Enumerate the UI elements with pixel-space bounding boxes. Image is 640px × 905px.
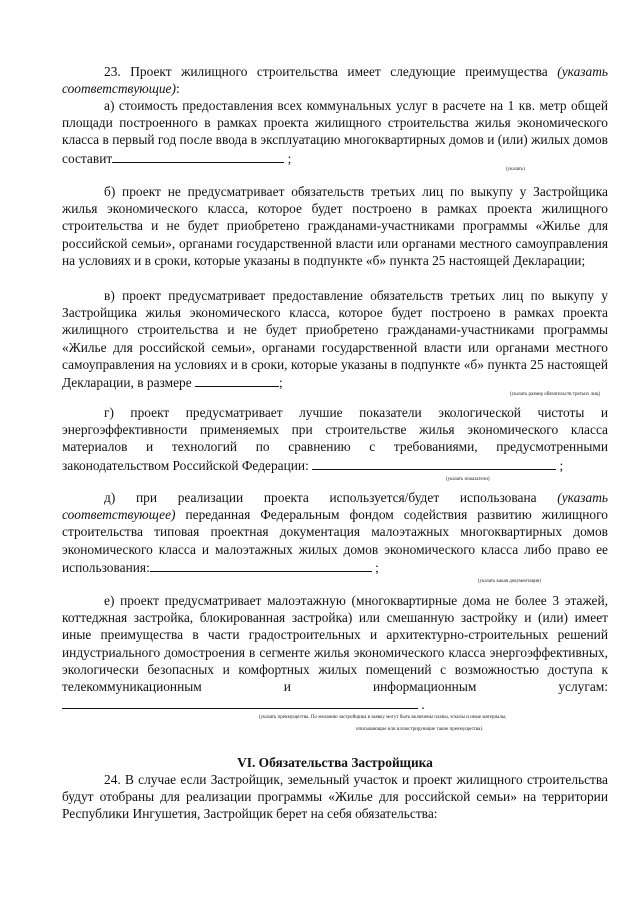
item-23-v [62, 287, 608, 391]
item-23-d-hint: (указать какая документация) [478, 579, 541, 584]
item-23-a-text: а) стоимость предоставления всех коммунальных услуг в расчете на 1 кв. метр общей площади построенного в рамках проекта жилищного строительства жилья экономического класса в первый год после ввода в эксплуатацию многоквартирных домов и (или) жилых домов составит [62, 98, 608, 166]
item-23-b-text: б) проект не предусматривает обязательств третьих лиц по выкупу у Застройщика жилья экономического класса, которое будет построено в рамках проекта жилищного строительства и не будет приобретено гражданами-участниками программы «Жилье для российской семьи», органами государственной власти или органами местного самоуправления на условиях и в сроки, которые указаны в подпункте «б» пункта 25 настоящей Декларации; [62, 184, 608, 268]
item-23-g-end: ; [559, 457, 564, 473]
item-23-a-hint: (указать) [506, 167, 525, 172]
item-23-e-end: . [421, 697, 425, 713]
item-23-intro-note: (указать соответствующие) [62, 64, 608, 97]
section-6-heading: VI. Обязательства Застройщика [237, 755, 433, 770]
item-23-e [62, 592, 608, 713]
item-23-g-text: г) проект предусматривает лучшие показатели экологической чистоты и энергоэффективности применяемых при строительстве жилья экономического класса материалов и технологий по сравнению с требованиями, предусмотренными законодательством Российской Федерации: [62, 405, 608, 473]
item-23-a-blank [112, 149, 284, 163]
item-23-d-note: (указать соответствующее) [62, 490, 608, 523]
item-23-d-text: переданная Федеральным фондом содействия развитию жилищного строительства типовая проектная документация малоэтажных многоквартирных домов экономического класса и малоэтажных жилых домов экономического класса либо право ее использования: [62, 507, 608, 575]
item-23-g [62, 404, 608, 474]
item-23-intro [62, 63, 608, 97]
item-23-e-text: е) проект предусматривает малоэтажную (многоквартирные дома не более 3 этажей, коттеджная застройка, блокированная застройка) или смешанную застройку и (или) имеет иные преимущества в части градостроительных и архитектурно-строительных решений индустриального домостроения в сегменте жилья экономического класса энергоэффективных, экологически безопасных и комфортных жилых помещений с возможностью доступа к телекоммуникационным и информационным услугам: [62, 593, 608, 695]
item-23-a [62, 97, 608, 167]
item-23-b [62, 183, 608, 269]
item-23-e-hint-1: (указать преимущества. По желанию застройщика в заявку могут быть включены планы, эскизы и иные материалы, [259, 715, 507, 720]
item-23-e-hint-2: описывающие или иллюстрирующие такие преимущества). [356, 727, 484, 732]
item-23-a-end: ; [287, 150, 292, 166]
item-23-v-end: ; [279, 375, 283, 391]
item-23-e-blank [62, 695, 418, 709]
item-24 [62, 771, 608, 823]
item-23-d-start: д) при реализации проекта используется/будет использована [104, 490, 537, 505]
item-24-text: 24. В случае если Застройщик, земельный участок и проект жилищного строительства будут отобраны для реализации программы «Жилье для российской семьи» на территории Республики Ингушетия, Застройщик берет на себя обязательства: [62, 772, 608, 822]
item-23-intro-colon: : [175, 81, 180, 97]
item-23-v-blank [195, 373, 279, 387]
item-23-v-hint: (указать размер обязательств третьих лиц) [510, 392, 601, 397]
item-23-g-hint: (указать показатели) [446, 477, 490, 482]
item-23-intro-text: 23. Проект жилищного строительства имеет следующие преимущества [104, 64, 548, 79]
item-23-g-blank [312, 456, 556, 470]
item-23-d-end: ; [375, 559, 379, 575]
item-23-v-text: в) проект предусматривает предоставление обязательств третьих лиц по выкупу у Застройщика жилья экономического класса, которое будет построено в рамках проекта жилищного строительства и не будет приобретено гражданами-участниками программы «Жилье для российской семьи», органами государственной власти или органами местного самоуправления на условиях и в сроки, которые указаны в подпункте «б» пункта 25 настоящей Декларации, в размере [62, 288, 608, 391]
item-23-d [62, 489, 608, 576]
item-23-d-blank [150, 558, 372, 572]
